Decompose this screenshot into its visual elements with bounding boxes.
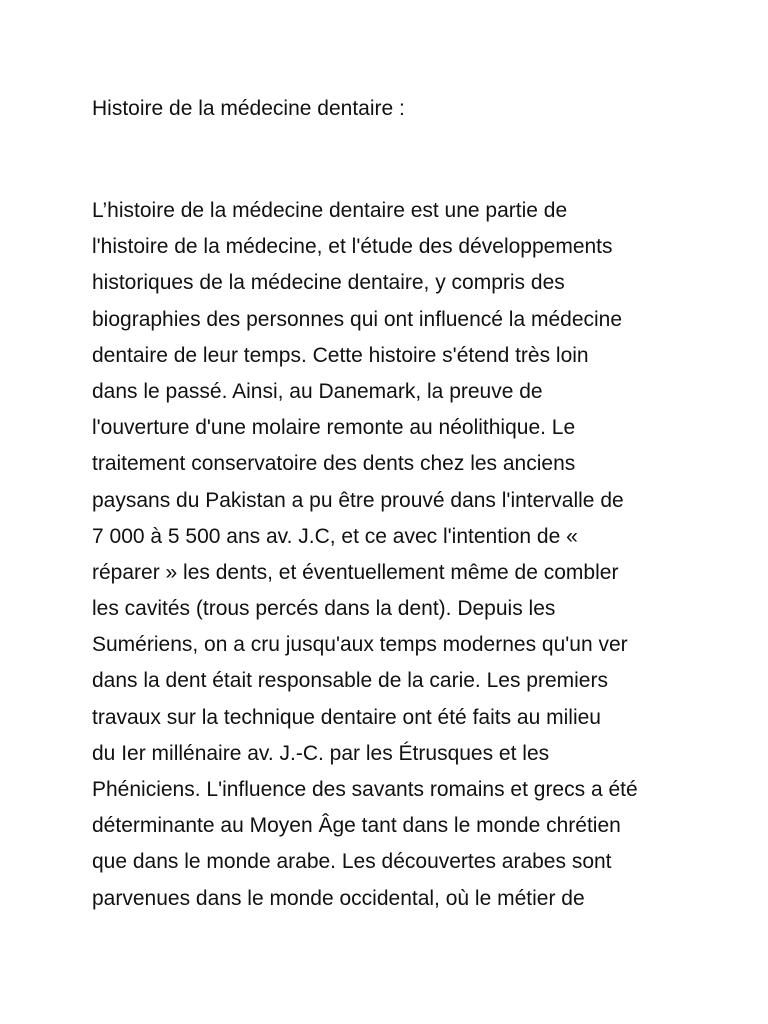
document-title: Histoire de la médecine dentaire : [92,97,405,120]
body-line: dans le passé. Ainsi, au Danemark, la preuve de [92,379,543,403]
document-body [92,193,732,917]
body-line: dentaire de leur temps. Cette histoire s'étend très loin [92,343,589,367]
body-line: dans la dent était responsable de la carie. Les premiers [92,669,608,693]
body-line: parvenues dans le monde occidental, où le métier de [92,886,585,910]
body-line: l'ouverture d'une molaire remonte au néolithique. Le [92,416,576,440]
body-line: Phéniciens. L'influence des savants romains et grecs a été [92,778,638,801]
body-line: travaux sur la technique dentaire ont été faits au milieu [92,705,601,729]
body-line: traitement conservatoire des dents chez les anciens [92,452,576,476]
body-line: 7 000 à 5 500 ans av. J.C, et ce avec l'intention de « [92,524,578,548]
body-line: L’histoire de la médecine dentaire est une partie de [92,199,568,222]
body-line: réparer » les dents, et éventuellement même de combler [92,560,619,584]
body-line: que dans le monde arabe. Les découvertes arabes sont [92,850,612,874]
body-line: déterminante au Moyen Âge tant dans le monde chrétien [92,814,621,838]
body-line: les cavités (trous percés dans la dent). Depuis les [92,597,556,621]
body-line: historiques de la médecine dentaire, y compris des [92,271,565,295]
body-line: paysans du Pakistan a pu être prouvé dans l'intervalle de [92,488,624,512]
body-line: Sumériens, on a cru jusqu'aux temps modernes qu'un ver [92,633,628,657]
body-line: biographies des personnes qui ont influencé la médecine [92,307,623,331]
body-line: l'histoire de la médecine, et l'étude des développements [92,235,613,259]
body-line: du Ier millénaire av. J.-C. par les Étrusques et les [92,741,550,765]
